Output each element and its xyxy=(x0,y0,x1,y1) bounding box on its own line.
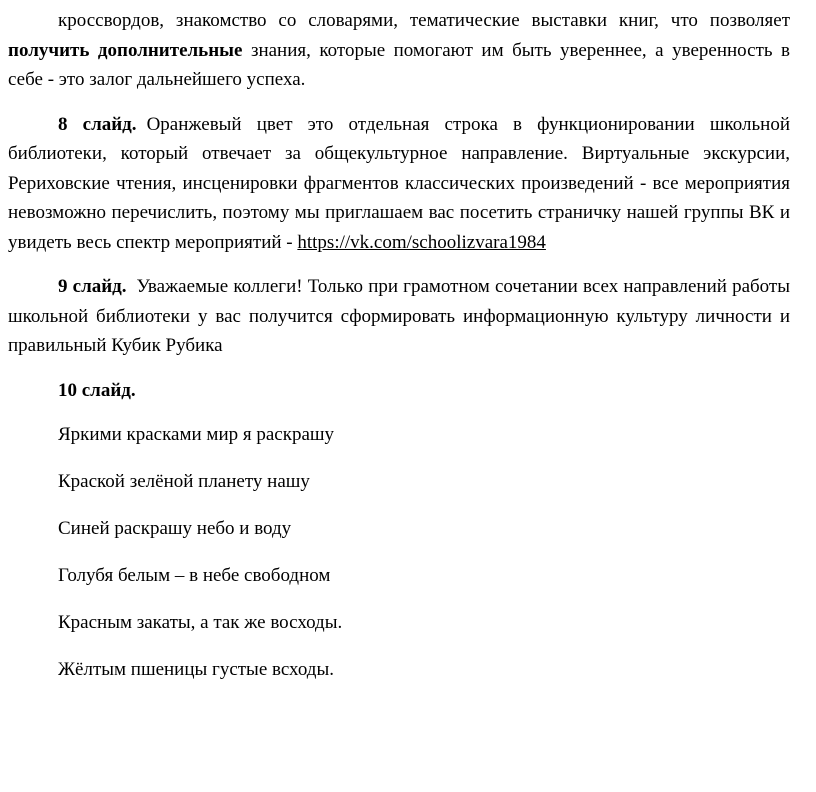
paragraph-slide-8 xyxy=(8,110,790,258)
slide-9-heading: 9 слайд. xyxy=(58,276,127,297)
slide-10-heading: 10 слайд. xyxy=(58,379,136,401)
paragraph-slide-9 xyxy=(8,272,790,361)
paragraph-continuation xyxy=(8,6,790,95)
paragraph-text: Уважаемые коллеги! Только при грамотном сочетании всех направлений работы школьной библиотеки у вас получится сформировать информационную культуру личности и правильный Кубик Рубика xyxy=(8,276,790,356)
paragraph-text: кроссвордов, знакомство со словарями, тематические выставки книг, что позволяет xyxy=(58,10,790,31)
poem xyxy=(8,420,790,685)
poem-line: Красным закаты, а так же восходы. xyxy=(58,612,343,633)
poem-line: Жёлтым пшеницы густые всходы. xyxy=(58,659,334,680)
vk-group-link[interactable]: https://vk.com/schoolizvara1984 xyxy=(297,231,546,253)
poem-line: Голубя белым – в небе свободном xyxy=(58,565,331,586)
paragraph-bold-text: получить дополнительные xyxy=(8,39,243,61)
paragraph-text: Оранжевый цвет это отдельная строка в функционировании школьной библиотеки, который отвечает за общекультурное направление. Виртуальные экскурсии, Рериховские чтения, инсценировки фрагментов классических произведений - все мероприятия невозможно перечислить, поэтому мы приглашаем вас посетить страничку нашей группы ВК и увидеть весь спектр мероприятий - xyxy=(8,113,790,253)
poem-line: Краской зелёной планету нашу xyxy=(58,471,310,492)
slide-8-heading: 8 слайд. xyxy=(58,113,137,135)
paragraph-text: знания, которые помогают им быть увереннее, а уверенность в себе - это залог дальнейшего успеха. xyxy=(8,39,790,90)
poem-line: Синей раскрашу небо и воду xyxy=(58,518,292,539)
poem-line: Яркими красками мир я раскрашу xyxy=(58,424,335,445)
paragraph-slide-10 xyxy=(8,376,790,406)
